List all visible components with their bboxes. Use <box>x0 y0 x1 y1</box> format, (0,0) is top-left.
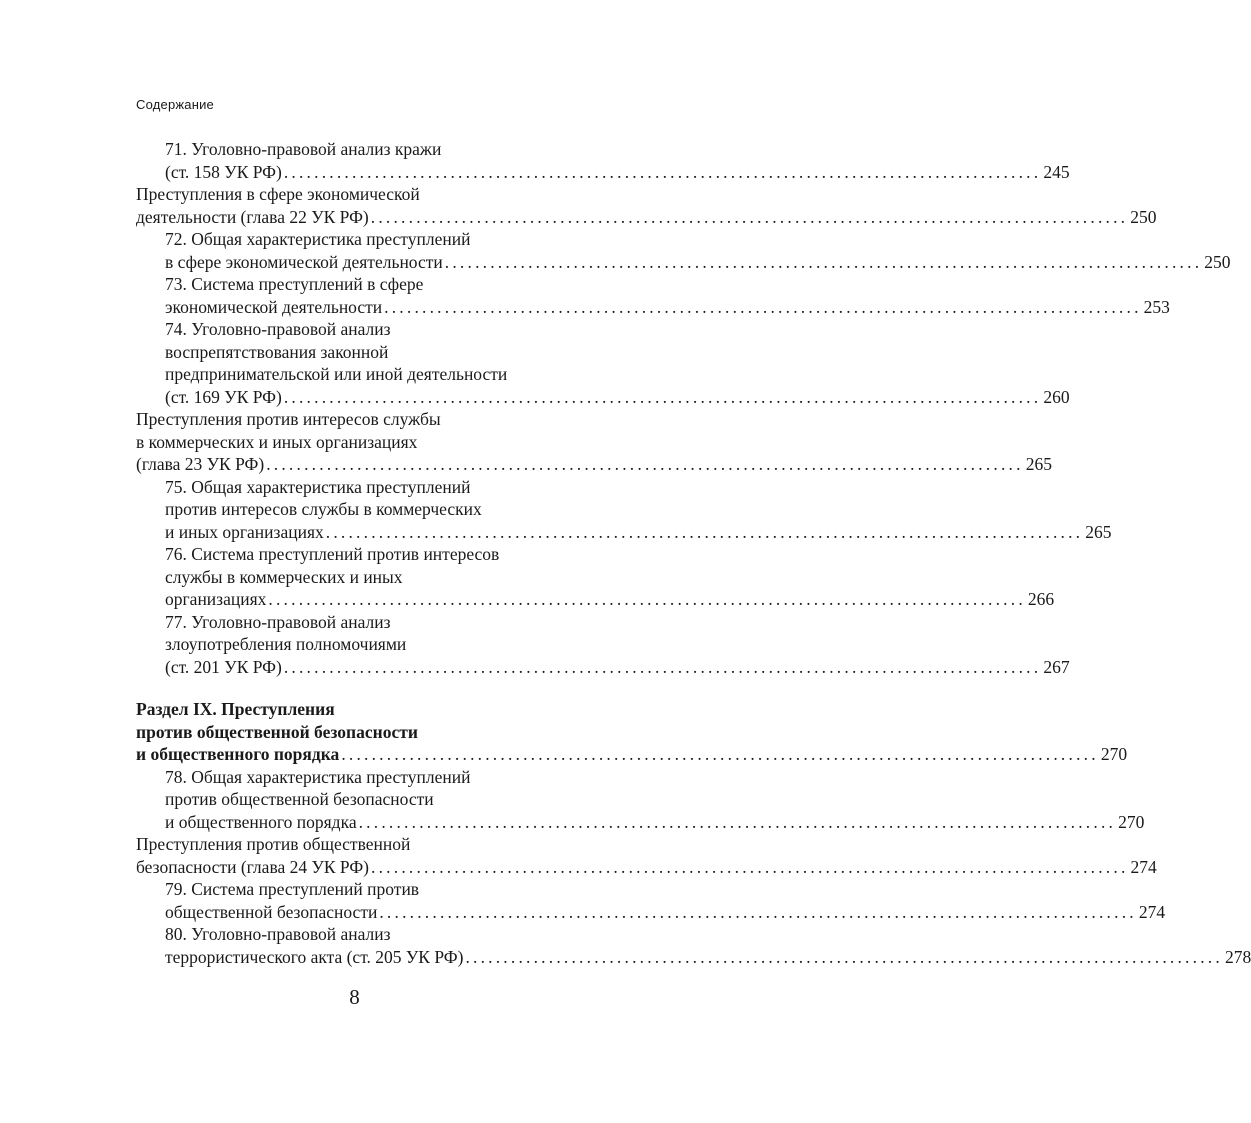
toc-entry-74-line: воспрепятствования законной <box>165 341 389 362</box>
toc-entry-79-page: 274 <box>1138 901 1166 922</box>
section-gap <box>136 678 624 698</box>
toc-entry-71-line: 71. Уголовно-правовой анализ кражи <box>165 139 442 159</box>
running-head: Содержание <box>136 97 214 112</box>
toc-entry-71-page: 245 <box>1043 161 1070 182</box>
toc-entry-71-leader <box>136 161 1070 184</box>
toc-entry-72-page: 250 <box>1204 251 1231 272</box>
leader-dots: .................................................................................................... <box>379 901 1137 922</box>
toc-entry-78-text: и общественного порядка <box>165 811 357 832</box>
toc-section-9-leader <box>136 743 1128 766</box>
toc-chapter-24-leader <box>136 856 1157 879</box>
toc-entry-74-line: 74. Уголовно-правовой анализ <box>165 319 391 339</box>
toc-section-9-page: 270 <box>1100 744 1128 764</box>
toc-entry-78-line: 78. Общая характеристика преступлений <box>165 766 471 787</box>
toc-chapter-22-text: деятельности (глава 22 УК РФ) <box>136 206 369 227</box>
toc-entry-75-page: 265 <box>1085 521 1112 542</box>
leader-dots: .................................................................................................... <box>283 161 1042 182</box>
toc-entry-76-leader <box>136 588 1055 611</box>
toc-section-9-text: и общественного порядка <box>136 744 340 764</box>
toc-chapter-23-leader <box>136 453 1052 476</box>
toc-entry-73-line: 73. Система преступлений в сфере <box>165 274 424 294</box>
toc-entry-74-line: предпринимательской или иной деятельности <box>165 364 508 384</box>
toc-entry-77-line: злоупотребления полномочиями <box>165 634 407 654</box>
toc-entry-77-page: 267 <box>1043 656 1070 677</box>
toc-entry-77-leader <box>136 656 1070 679</box>
page-number: 8 <box>349 985 360 1009</box>
toc-chapter-24-text: безопасности (глава 24 УК РФ) <box>136 856 370 877</box>
toc-chapter-24-line: Преступления против общественной <box>136 834 411 854</box>
toc-entry-75-text: и иных организациях <box>165 521 324 542</box>
toc-chapter-23-page: 265 <box>1025 454 1052 474</box>
toc-chapter-22-leader <box>136 206 1157 229</box>
leader-dots: .................................................................................................... <box>384 296 1142 317</box>
leader-dots: .................................................................................................... <box>268 589 1026 609</box>
leader-dots: .................................................................................................... <box>444 251 1203 272</box>
toc-chapter-23-line: в коммерческих и иных организациях <box>136 431 418 452</box>
toc-entry-72-line: 72. Общая характеристика преступлений <box>165 229 471 249</box>
toc-entry-76-line: 76. Система преступлений против интересов <box>165 544 500 564</box>
toc-chapter-22-line: Преступления в сфере экономической <box>136 184 420 204</box>
toc-entry-79-line: 79. Система преступлений против <box>165 879 420 899</box>
toc-entry-75-line: 75. Общая характеристика преступлений <box>165 476 471 497</box>
leader-dots: .................................................................................................... <box>283 656 1042 677</box>
leader-dots: .................................................................................................... <box>266 454 1024 474</box>
leader-dots: .................................................................................................... <box>370 206 1129 227</box>
toc-entry-76-line: службы в коммерческих и иных <box>165 566 403 587</box>
toc-chapter-24-page: 274 <box>1130 856 1157 877</box>
toc-entry-76-text: организациях <box>165 589 267 609</box>
leader-dots: .................................................................................................... <box>325 521 1084 542</box>
toc-entry-80-line: 80. Уголовно-правовой анализ <box>165 924 391 944</box>
leader-dots: .................................................................................................... <box>283 386 1042 407</box>
toc-entry-79-leader <box>136 901 1166 924</box>
toc-entry-78-page: 270 <box>1118 811 1145 832</box>
toc-chapter-23-line: Преступления против интересов службы <box>136 409 441 429</box>
toc-entry-78-leader <box>136 811 1145 834</box>
toc-entry-80-page: 278 <box>1224 946 1251 967</box>
toc-chapter-23-text: (глава 23 УК РФ) <box>136 454 265 474</box>
leader-dots: .................................................................................................... <box>371 856 1129 877</box>
toc-entry-74-leader <box>136 386 1070 409</box>
toc-entry-77-line: 77. Уголовно-правовой анализ <box>165 611 391 632</box>
toc-entry-78-line: против общественной безопасности <box>165 789 434 809</box>
toc-entry-80-text: террористического акта (ст. 205 УК РФ) <box>165 946 464 967</box>
toc-entry-80-leader <box>136 946 1251 969</box>
toc-entry-72-text: в сфере экономической деятельности <box>165 251 443 272</box>
leader-dots: .................................................................................................... <box>358 811 1117 832</box>
toc-entry-74-text: (ст. 169 УК РФ) <box>165 386 282 407</box>
leader-dots: .................................................................................................... <box>341 744 1099 764</box>
toc-entry-73-page: 253 <box>1143 296 1170 317</box>
toc-entry-77-text: (ст. 201 УК РФ) <box>165 656 282 677</box>
toc-entry-79-text: общественной безопасности <box>165 901 378 922</box>
toc-entry-73-leader <box>136 296 1170 319</box>
toc-entry-75-leader <box>136 521 1112 544</box>
toc-section-9-line: против общественной безопасности <box>136 721 418 742</box>
toc-entry-72-leader <box>136 251 1231 274</box>
toc-entry-74-page: 260 <box>1043 386 1070 407</box>
toc-section-9-line: Раздел IX. Преступления <box>136 699 335 719</box>
toc-entry-73-text: экономической деятельности <box>165 296 383 317</box>
toc-chapter-22-page: 250 <box>1130 206 1157 227</box>
toc-entry-71-text: (ст. 158 УК РФ) <box>165 161 282 182</box>
leader-dots: .................................................................................................... <box>465 946 1223 967</box>
table-of-contents <box>136 138 1251 968</box>
toc-entry-76-page: 266 <box>1027 589 1055 609</box>
toc-entry-75-line: против интересов службы в коммерческих <box>165 499 482 519</box>
